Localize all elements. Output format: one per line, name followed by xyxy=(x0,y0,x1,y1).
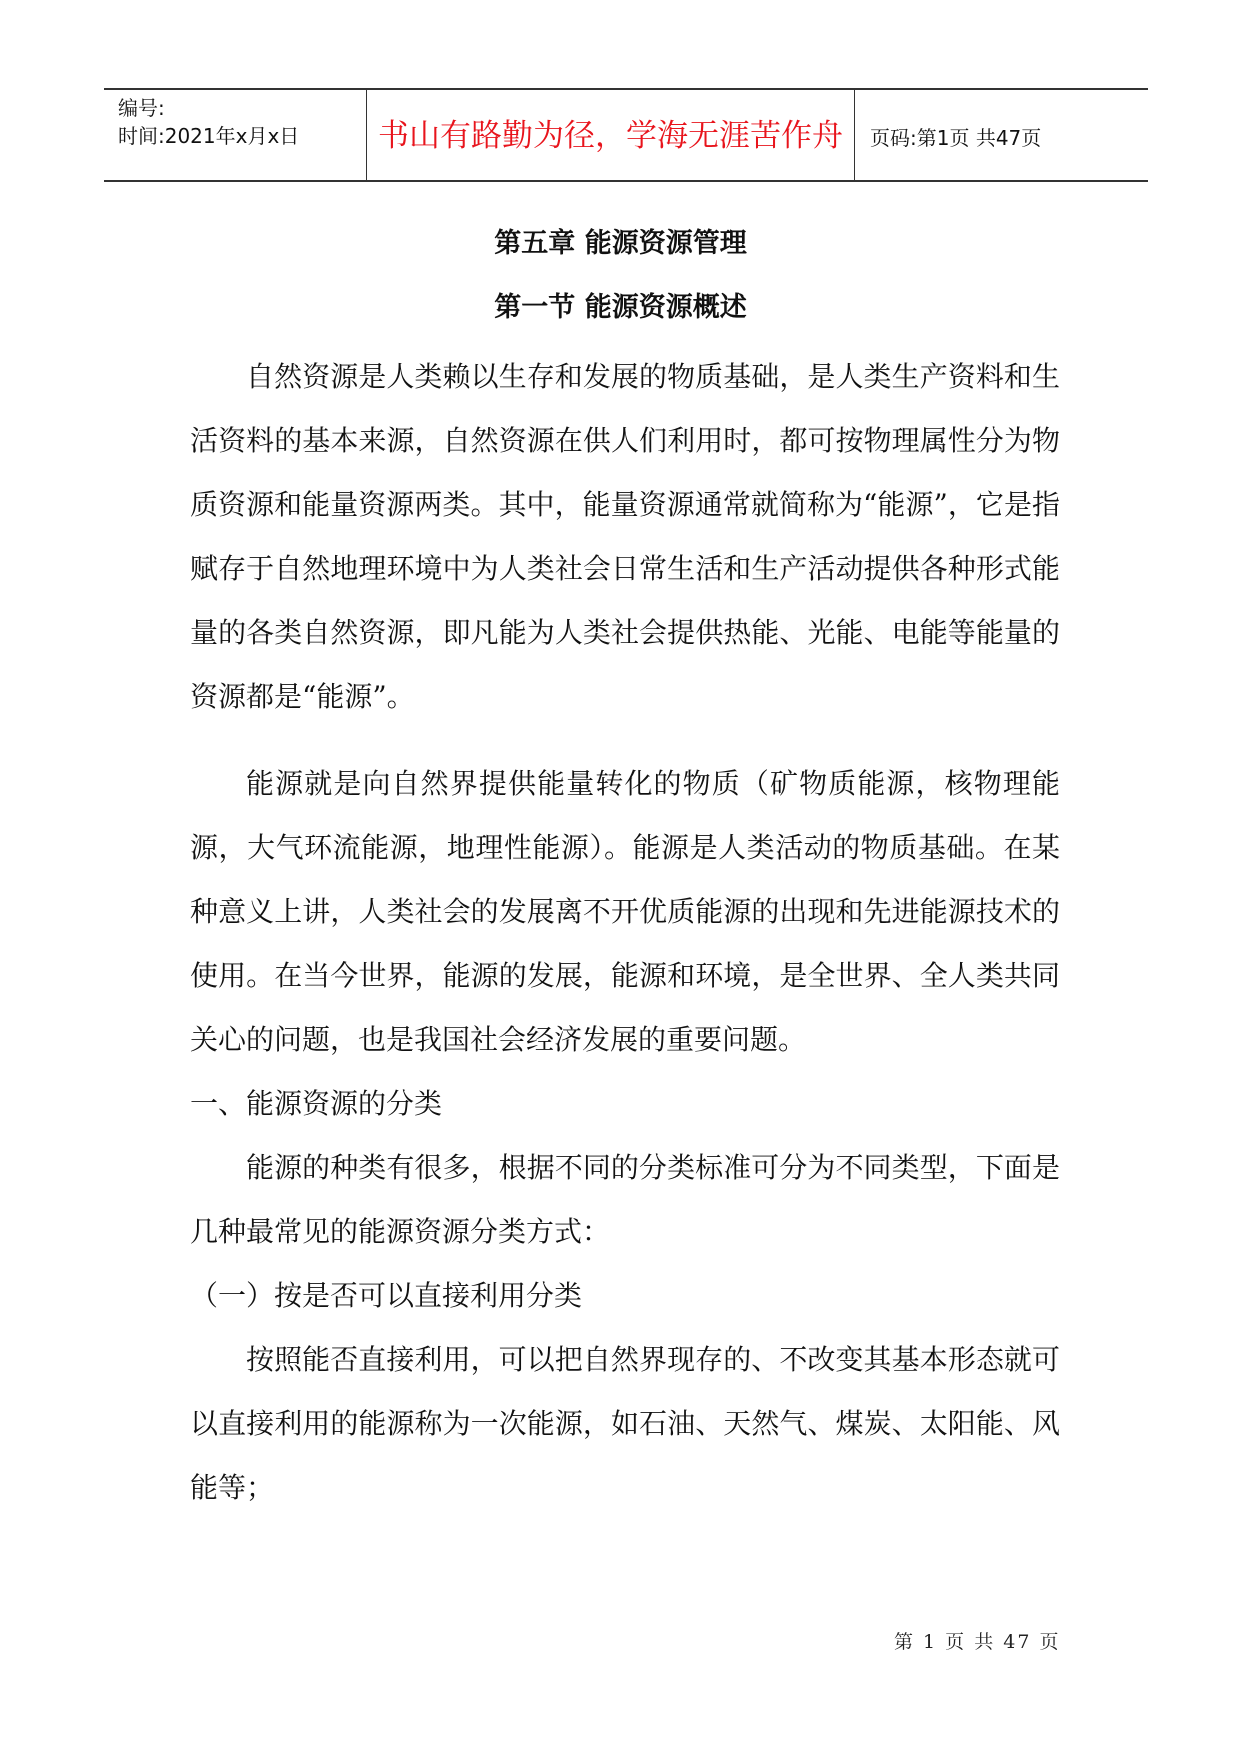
paragraph-3-text: 能源的种类有很多，根据不同的分类标准可分为不同类型，下面是几种最常见的能源资源分类方式： xyxy=(190,1151,1060,1248)
paragraph-2-text: 能源就是向自然界提供能量转化的物质（矿物质能源，核物理能源，大气环流能源，地理性能源）。能源是人类活动的物质基础。在某种意义上讲，人类社会的发展离不开优质能源的出现和先进能源技术的使用。在当今世界，能源的发展，能源和环境，是全世界、全人类共同关心的问题，也是我国社会经济发展的重要问题。 xyxy=(190,767,1060,1056)
paragraph-4-text: 按照能否直接利用，可以把自然界现存的、不改变其基本形态就可以直接利用的能源称为一次能源，如石油、天然气、煤炭、太阳能、风能等； xyxy=(190,1343,1060,1504)
paragraph-4 xyxy=(190,1328,1060,1520)
header-meta xyxy=(118,94,299,150)
header-motto: 书山有路勤为径，学海无涯苦作舟 xyxy=(378,118,843,154)
paragraph-1 xyxy=(190,345,1060,729)
header-page-info: 页码:第1页 共47页 xyxy=(870,126,1042,150)
subheading-2 xyxy=(190,1264,1060,1328)
serial-label: 编号: xyxy=(118,96,165,120)
paragraph-1-text: 自然资源是人类赖以生存和发展的物质基础，是人类生产资料和生活资料的基本来源，自然资源在供人们利用时，都可按物理属性分为物质资源和能量资源两类。其中，能量资源通常就简称为“能源”，它是指赋存于自然地理环境中为人类社会日常生活和生产活动提供各种形式能量的各类自然资源，即凡能为人类社会提供热能、光能、电能等能量的资源都是“能源”。 xyxy=(190,360,1060,713)
page-header xyxy=(104,88,1148,182)
page-footer: 第 1 页 共 47 页 xyxy=(894,1631,1061,1653)
subheading-1-text: 一、能源资源的分类 xyxy=(190,1087,443,1120)
header-divider-right xyxy=(854,90,855,180)
paragraph-3 xyxy=(190,1136,1060,1264)
chapter-title: 第五章 能源资源管理 xyxy=(494,228,747,259)
time-label: 时间:2021年x月x日 xyxy=(118,124,300,148)
subheading-2-text: （一）按是否可以直接利用分类 xyxy=(190,1279,583,1312)
section-title: 第一节 能源资源概述 xyxy=(494,292,747,323)
paragraph-2 xyxy=(190,752,1060,1072)
subheading-1 xyxy=(190,1072,1060,1136)
